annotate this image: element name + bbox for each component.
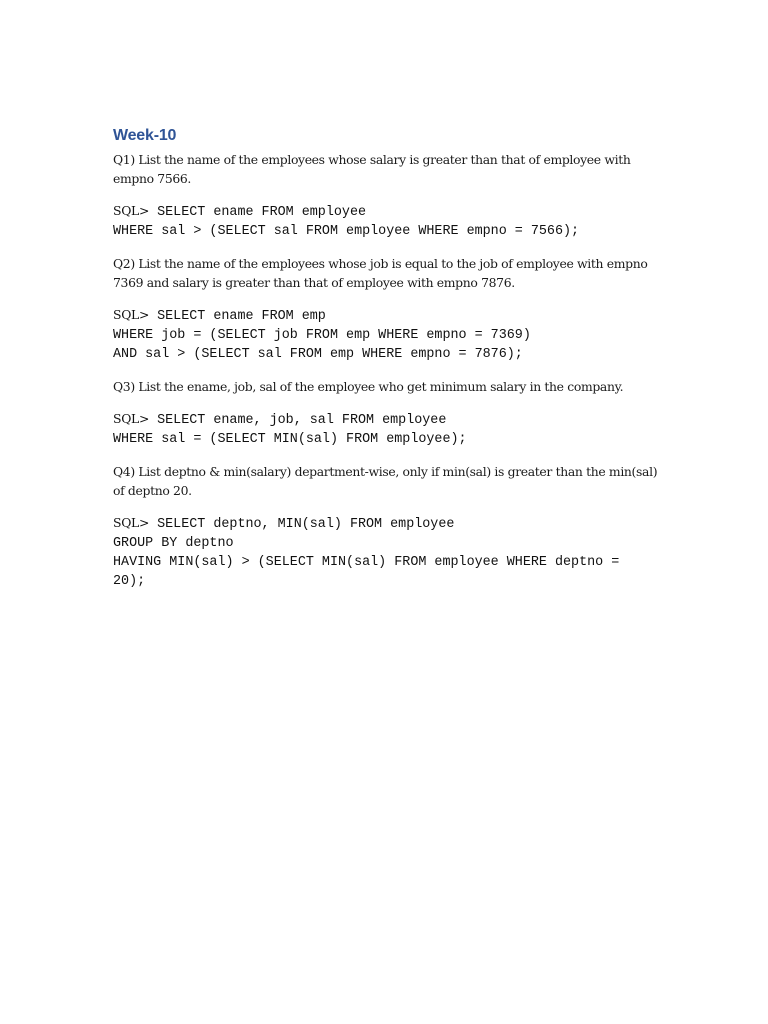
sql-line: WHERE sal > (SELECT sal FROM employee WHERE empno = 7566); <box>113 224 580 239</box>
sql-line <box>113 305 658 326</box>
question-2: Q2) List the name of the employees whose job is equal to the job of employee with empno 7369 and salary is greater than that of employee with empno 7876. <box>113 256 648 290</box>
sql-line: AND sal > (SELECT sal FROM emp WHERE empno = 7876); <box>113 347 523 362</box>
sql-code: SELECT ename FROM employee <box>149 205 367 220</box>
sql-line: 20); <box>113 574 146 589</box>
sql-block-2 <box>113 305 658 364</box>
question-4: Q4) List deptno & min(salary) department-wise, only if min(sal) is greater than the min(sal) of deptno 20. <box>113 464 658 498</box>
sql-prompt: SQL> <box>113 307 150 322</box>
question-1: Q1) List the name of the employees whose salary is greater than that of employee with empno 7566. <box>113 152 631 186</box>
page-title: Week-10 <box>113 127 177 144</box>
sql-code: SELECT deptno, MIN(sal) FROM employee <box>149 517 455 532</box>
sql-line <box>113 201 658 222</box>
sql-prompt: SQL> <box>113 515 150 530</box>
sql-code: SELECT ename FROM emp <box>149 309 326 324</box>
sql-block-1 <box>113 201 658 241</box>
sql-line <box>113 409 658 430</box>
sql-prompt: SQL> <box>113 203 150 218</box>
question-3: Q3) List the ename, job, sal of the employee who get minimum salary in the company. <box>113 379 624 394</box>
sql-line: WHERE sal = (SELECT MIN(sal) FROM employee); <box>113 432 467 447</box>
sql-code: SELECT ename, job, sal FROM employee <box>149 413 447 428</box>
sql-block-3 <box>113 409 658 449</box>
sql-line <box>113 513 658 534</box>
sql-block-4 <box>113 513 658 591</box>
sql-prompt: SQL> <box>113 411 150 426</box>
document-content <box>113 125 658 604</box>
sql-line: WHERE job = (SELECT job FROM emp WHERE empno = 7369) <box>113 328 531 343</box>
sql-line: HAVING MIN(sal) > (SELECT MIN(sal) FROM employee WHERE deptno = <box>113 555 620 570</box>
sql-line: GROUP BY deptno <box>113 536 234 551</box>
